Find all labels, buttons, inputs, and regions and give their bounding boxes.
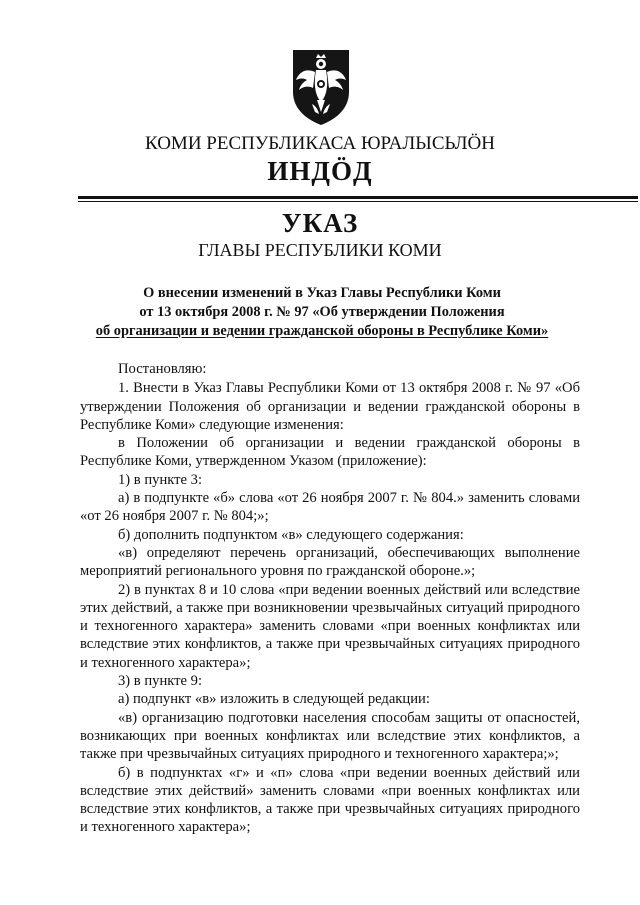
document-type: УКАЗ (281, 208, 359, 238)
header-rule-thick (78, 196, 638, 199)
paragraph: «в) организацию подготовки населения способам защиты от опасностей, возникающих при военных конфликтах или вследствие этих конфликтов, а также при чрезвычайных ситуациях природного и техногенного характера;»; (80, 709, 580, 763)
paragraph: Постановляю: (118, 361, 207, 377)
paragraph: б) дополнить подпунктом «в» следующего содержания: (118, 526, 464, 543)
document-body (80, 360, 580, 837)
paragraph: б) в подпунктах «г» и «п» слова «при ведении военных действий или вследствие этих действий» заменить словами «при военных конфликтах или вследствие этих конфликтов, а также при чрезвычайных ситуациях природного и техногенного характера»; (80, 764, 580, 836)
paragraph: 1) в пункте 3: (118, 471, 203, 488)
subject-line-1: О внесении изменений в Указ Главы Республики Коми (143, 285, 501, 301)
paragraph: а) в подпункте «б» слова «от 26 ноября 2007 г. № 804.» заменить словами «от 26 ноября 2007 г. № 804;»; (80, 490, 580, 525)
paragraph: в Положении об организации и ведении гражданской обороны в Республике Коми, утвержденном Указом (приложение): (80, 435, 580, 470)
header-rule-thin (78, 201, 638, 202)
document-subject (80, 284, 564, 341)
issuer-title: ИНДӦД (267, 156, 373, 186)
komi-coat-of-arms-icon (290, 48, 352, 126)
paragraph: 3) в пункте 9: (118, 673, 203, 690)
paragraph: 2) в пунктах 8 и 10 слова «при ведении военных действий или вследствие этих действий, а также при возникновении чрезвычайных ситуаций природного и техногенного характера» заменить словами «при военных конфликтах или вследствие этих конфликтов, а также при чрезвычайных ситуациях природного и техногенного характера»; (80, 581, 580, 671)
subject-line-3: об организации и ведении гражданской обороны в Республике Коми» (95, 323, 549, 339)
subject-line-2: от 13 октября 2008 г. № 97 «Об утверждении Положения (139, 304, 505, 320)
paragraph: 1. Внести в Указ Главы Республики Коми от 13 октября 2008 г. № 97 «Об утверждении Положения об организации и ведении гражданской обороны в Республике Коми» следующие изменения: (80, 380, 580, 433)
issuer-line: КОМИ РЕСПУБЛИКАСА ЮРАЛЫСЬЛӦН (145, 133, 495, 154)
paragraph: «в) определяют перечень организаций, обеспечивающих выполнение мероприятий регионального уровня по гражданской обороне.»; (80, 544, 580, 580)
document-author: ГЛАВЫ РЕСПУБЛИКИ КОМИ (198, 240, 442, 260)
paragraph: а) подпункт «в» изложить в следующей редакции: (118, 691, 430, 708)
